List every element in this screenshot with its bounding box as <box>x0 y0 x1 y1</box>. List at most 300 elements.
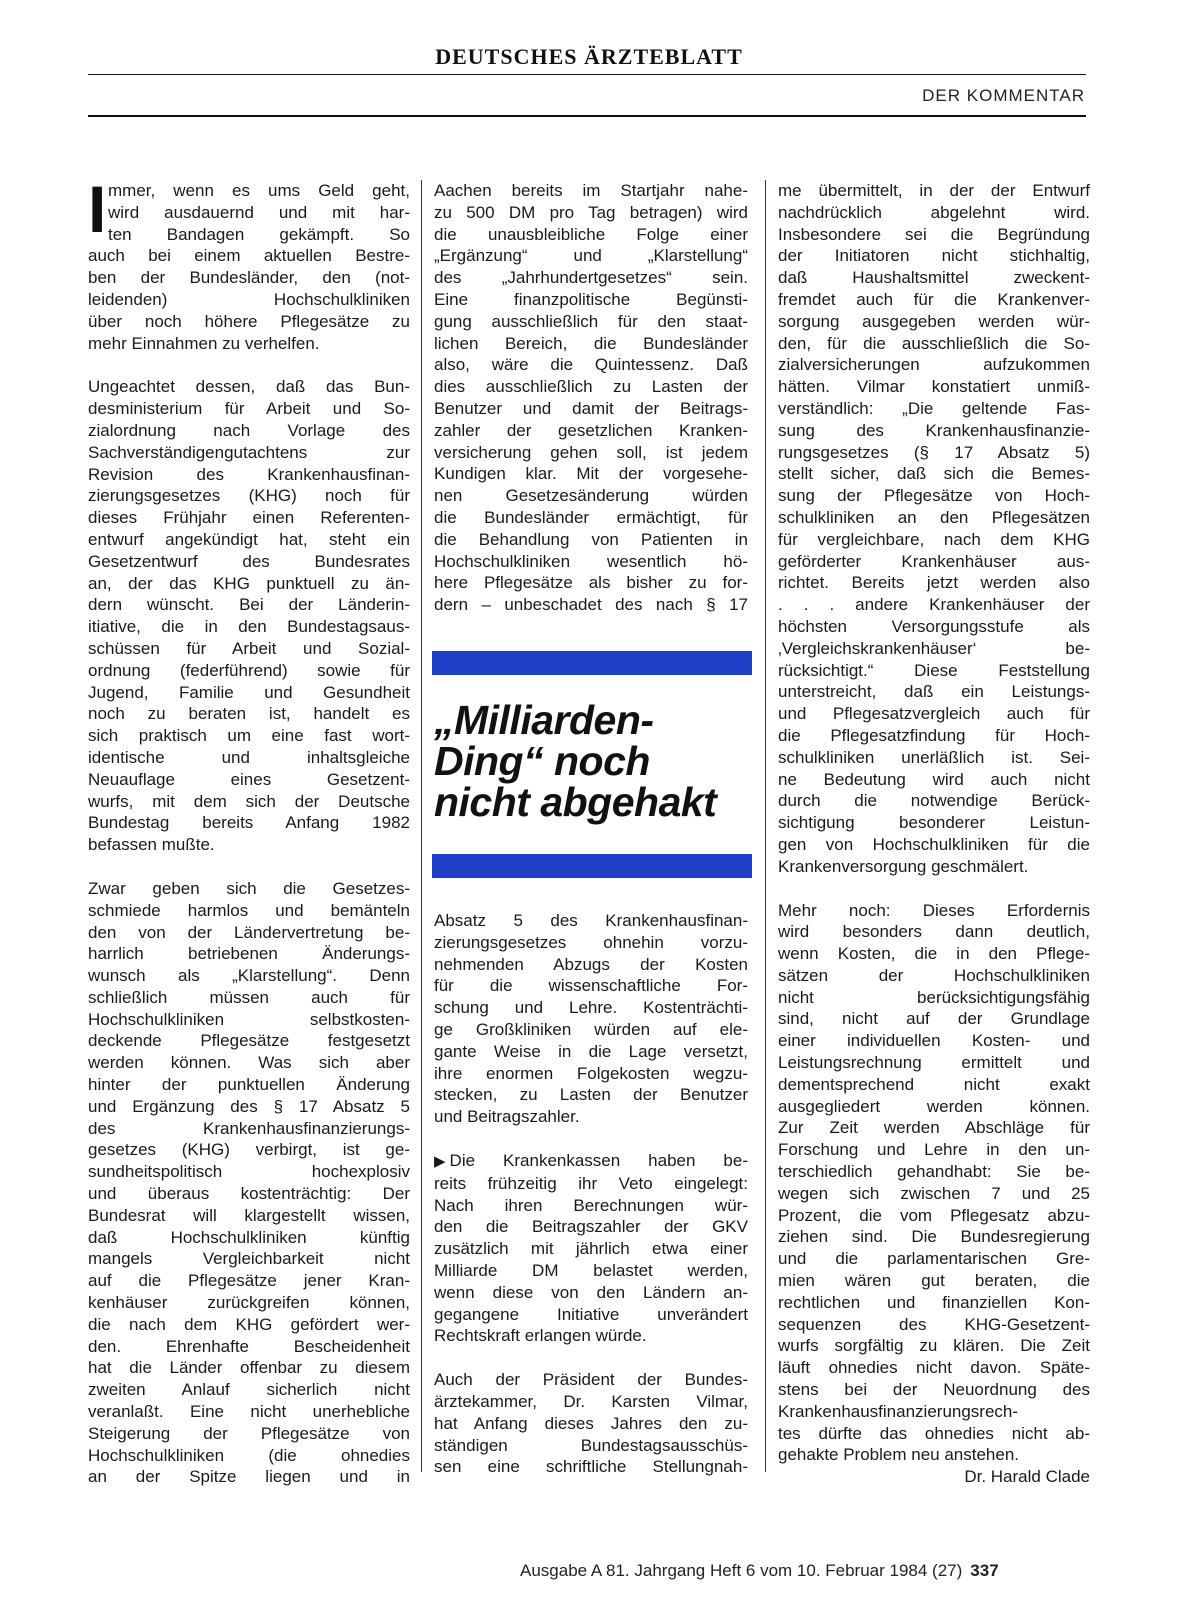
text-line <box>434 1391 748 1413</box>
text-line <box>778 376 1090 398</box>
text-line <box>778 660 1090 682</box>
text-line-content: Neuauflage eines Gesetzent- <box>88 769 410 789</box>
text-line <box>434 551 748 573</box>
text-line-content: werden können. Was sich aber <box>88 1053 410 1073</box>
text-line-content: sung des Krankenhausfinanzie- <box>778 420 1090 440</box>
text-line-content: schmiede harmlos und bemänteln <box>88 900 410 920</box>
text-line-content: ten Bandagen gekämpft. So <box>108 224 410 244</box>
text-line <box>434 1084 748 1106</box>
text-line <box>434 1260 748 1282</box>
text-line-content: veranlaßt. Eine nicht unerhebliche <box>88 1402 410 1422</box>
text-line <box>88 442 410 464</box>
text-line <box>434 1435 748 1457</box>
text-line <box>434 1063 748 1085</box>
text-line-content: verständlich: „Die geltende Fas- <box>778 398 1090 418</box>
text-line-content: sind, nicht auf der Grundlage <box>778 1009 1090 1029</box>
article-column-2-top <box>434 180 748 616</box>
text-line-content: dementsprechend nicht exakt <box>778 1074 1090 1094</box>
text-line <box>88 1379 410 1401</box>
text-line-content: richtet. Bereits jetzt werden also <box>778 573 1090 593</box>
text-line <box>88 682 410 704</box>
text-line-content: hat die Länder offenbar zu diesem <box>88 1358 410 1378</box>
text-line-content: ständigen Bundestagsausschüs- <box>434 1435 748 1455</box>
text-line-content: Forschung und Lehre in den un- <box>778 1140 1090 1160</box>
text-line <box>434 333 748 355</box>
text-line-content: ihre enormen Folgekosten wegzu- <box>434 1063 748 1083</box>
text-line <box>778 1248 1090 1270</box>
text-line <box>88 769 410 791</box>
masthead: DEUTSCHES ÄRZTEBLATT <box>435 44 743 69</box>
text-line-content: für vergleichbare, nach dem KHG <box>778 529 1090 549</box>
text-line <box>778 769 1090 791</box>
text-line <box>778 245 1090 267</box>
text-line <box>434 420 748 442</box>
text-line <box>778 333 1090 355</box>
text-line-content: mangels Vergleichbarkeit nicht <box>88 1249 410 1269</box>
text-line-content: deckende Pflegesätze festgesetzt <box>88 1031 410 1051</box>
text-line <box>88 878 410 900</box>
text-line-content: wunsch als „Klarstellung“. Denn <box>88 966 410 986</box>
text-line <box>778 1161 1090 1183</box>
text-line-content: Prozent, die vom Pflegesatz abzu- <box>778 1205 1090 1225</box>
text-line-content: identische und inhaltsgleiche <box>88 747 410 767</box>
text-line-content: schüssen für Arbeit und Sozial- <box>88 638 410 658</box>
text-line <box>434 398 748 420</box>
text-line <box>88 289 410 311</box>
text-line-content: Krankenhausfinanzierungsrech- <box>778 1401 1019 1421</box>
headline-line: „Milliarden- <box>434 697 654 743</box>
text-line <box>88 965 410 987</box>
text-line-content: stecken, zu Lasten der Benutzer <box>434 1085 748 1105</box>
text-line-content: geförderter Krankenhäuser aus- <box>778 551 1090 571</box>
page-footer <box>520 1561 999 1581</box>
issue-info: Ausgabe A 81. Jahrgang Heft 6 vom 10. Februar 1984 (27) <box>520 1561 963 1580</box>
text-line-content: des Krankenhausfinanzierungs- <box>88 1118 410 1138</box>
text-line-content: nachdrücklich abgelehnt wird. <box>778 202 1090 222</box>
text-line-content: die unausbleibliche Folge einer <box>434 224 748 244</box>
paragraph-break <box>778 878 1090 900</box>
text-line <box>88 1445 410 1467</box>
text-line-content: sung der Pflegesätze von Hoch- <box>778 486 1090 506</box>
text-line <box>88 791 410 813</box>
text-line <box>778 1423 1090 1445</box>
text-line <box>434 442 748 464</box>
text-line <box>778 1292 1090 1314</box>
text-line-content: gen von Hochschulkliniken für die <box>778 834 1090 854</box>
headline-line: Ding“ noch <box>434 738 650 784</box>
text-line <box>88 638 410 660</box>
text-line-content: wenn diese von den Ländern an- <box>434 1282 748 1302</box>
headline-bar-bottom <box>432 854 752 878</box>
text-line-content: wird ausdauernd und mit har- <box>108 202 410 222</box>
text-line <box>778 1270 1090 1292</box>
text-line-content: stens bei der Neuordnung des <box>778 1380 1090 1400</box>
text-line <box>778 856 1090 878</box>
text-line <box>434 529 748 551</box>
text-line <box>778 943 1090 965</box>
text-line <box>434 180 748 202</box>
text-line-content: Sachverständigengutachtens zur <box>88 442 410 462</box>
text-line-content: Hochschulkliniken selbstkosten- <box>88 1009 410 1029</box>
article-headline <box>434 697 750 825</box>
text-line-content: dern wünscht. Bei der Länderin- <box>88 595 410 615</box>
column-divider-left <box>421 180 422 1472</box>
text-line-content: zialordnung nach Vorlage des <box>88 420 410 440</box>
text-line <box>88 420 410 442</box>
text-line <box>88 987 410 1009</box>
text-line <box>778 1401 1090 1423</box>
text-line-content: Eine finanzpolitische Begünsti- <box>434 289 748 309</box>
text-line-content: dies ausschließlich zu Lasten der <box>434 377 748 397</box>
text-line-content: mehr Einnahmen zu verhelfen. <box>88 333 320 353</box>
text-line-content: ne Bedeutung wird auch nicht <box>778 769 1090 789</box>
text-line-content: Auch der Präsident der Bundes- <box>434 1370 748 1390</box>
text-line-content: ge Großkliniken würden auf ele- <box>434 1019 748 1039</box>
text-line-content: gung ausschließlich für den staat- <box>434 311 748 331</box>
text-line-content: ärztekammer, Dr. Karsten Vilmar, <box>434 1391 748 1411</box>
text-line <box>778 463 1090 485</box>
text-line <box>778 1096 1090 1118</box>
text-line-content: und Pflegesatzvergleich auch für <box>778 704 1090 724</box>
text-line-content: Hochschulkliniken wesentlich hö- <box>434 551 748 571</box>
text-line-content: Bundesrat will klargestellt wissen, <box>88 1205 410 1225</box>
text-line <box>108 180 410 202</box>
text-line <box>434 485 748 507</box>
text-line-content: Gesetzentwurf des Bundesrates <box>88 551 410 571</box>
text-line <box>434 1195 748 1217</box>
text-line <box>778 1314 1090 1336</box>
text-line-content: Benutzer und damit der Beitrags- <box>434 398 748 418</box>
text-line-content: mmer, wenn es ums Geld geht, <box>108 181 410 200</box>
text-line-content: rechtlichen und finanziellen Kon- <box>778 1292 1090 1312</box>
text-line-content: harrlich betriebenen Änderungs- <box>88 944 410 964</box>
text-line-content: nicht berücksichtigungsfähig <box>778 987 1090 1007</box>
text-line <box>778 1074 1090 1096</box>
text-line <box>434 463 748 485</box>
text-line-content: mien wären gut beraten, die <box>778 1271 1090 1291</box>
text-line-content: sundheitspolitisch hochexplosiv <box>88 1162 410 1182</box>
text-line <box>434 311 748 333</box>
article-column-2-bottom <box>434 910 748 1478</box>
text-line <box>88 922 410 944</box>
text-line-content: Mehr noch: Dieses Erfordernis <box>778 900 1090 920</box>
bullet-arrow-icon: ▶ <box>434 1152 446 1170</box>
text-line <box>434 954 748 976</box>
text-line <box>778 1226 1090 1248</box>
text-line-content: Zwar geben sich die Gesetzes- <box>88 878 410 898</box>
text-line <box>778 900 1090 922</box>
text-line-content: Krankenversorgung geschmälert. <box>778 856 1029 876</box>
text-line <box>434 289 748 311</box>
text-line <box>434 1325 748 1347</box>
text-line <box>88 1248 410 1270</box>
text-line-content: rungsgesetzes (§ 17 Absatz 5) <box>778 442 1090 462</box>
text-line-content: schließlich müssen auch für <box>88 987 410 1007</box>
paragraph-break <box>434 1128 748 1150</box>
text-line-content: läuft ohnedies nicht davon. Späte- <box>778 1358 1090 1378</box>
text-line <box>88 551 410 573</box>
text-line <box>434 1282 748 1304</box>
text-line <box>434 997 748 1019</box>
text-line-content: auch bei einem aktuellen Bestre- <box>88 246 410 266</box>
text-line-content: den von der Ländervertretung be- <box>88 922 410 942</box>
text-line-content: here Pflegesätze als bisher zu for- <box>434 573 748 593</box>
text-line <box>434 572 748 594</box>
text-line <box>88 943 410 965</box>
text-line-content: wenn Kosten, die in den Pflege- <box>778 944 1090 964</box>
text-line-content: nen Gesetzesänderung würden <box>434 486 748 506</box>
text-line-content: sichtigung besonderer Leistun- <box>778 813 1090 833</box>
text-line-content: daß Haushaltsmittel zweckent- <box>778 268 1090 288</box>
header-rule-top <box>88 74 1086 75</box>
text-line-content: Leistungsrechnung ermittelt und <box>778 1053 1090 1073</box>
text-line <box>778 965 1090 987</box>
text-line-content: Dr. Harald Clade <box>964 1467 1090 1487</box>
text-line-content: Jugend, Familie und Gesundheit <box>88 682 410 702</box>
text-line-content: stellt sicher, daß sich die Bemes- <box>778 464 1090 484</box>
text-line-content: an der Spitze liegen und in <box>88 1467 410 1487</box>
text-line-content: terschiedlich gehandhabt: Sie be- <box>778 1162 1090 1182</box>
text-line <box>778 1379 1090 1401</box>
text-line-content: Milliarde DM belastet werden, <box>434 1260 748 1280</box>
text-line <box>778 485 1090 507</box>
text-line <box>88 398 410 420</box>
text-line <box>778 289 1090 311</box>
text-line <box>88 616 410 638</box>
text-line <box>778 1183 1090 1205</box>
text-line <box>88 245 410 267</box>
paragraph-break <box>88 856 410 878</box>
text-line <box>434 245 748 267</box>
text-line <box>108 224 410 246</box>
text-line-content: Rechtskraft erlangen würde. <box>434 1326 647 1346</box>
text-line-content: ausgegliedert werden können. <box>778 1096 1090 1116</box>
text-line-content: hat Anfang dieses Jahres den zu- <box>434 1413 748 1433</box>
text-line-content: . . . andere Krankenhäuser der <box>778 595 1090 615</box>
paragraph-break <box>434 1347 748 1369</box>
text-line-content: der Initiatoren nicht stichhaltig, <box>778 246 1090 266</box>
text-line <box>778 267 1090 289</box>
text-line-content: Die Krankenkassen haben be- <box>449 1150 748 1170</box>
text-line <box>434 1173 748 1195</box>
text-line <box>88 1357 410 1379</box>
text-line-content: die Bundesländer ermächtigt, für <box>434 507 748 527</box>
text-line-content: schung und Lehre. Kostenträchti- <box>434 998 748 1018</box>
text-line-content: dieses Frühjahr einen Referenten- <box>88 508 410 528</box>
text-line <box>88 1205 410 1227</box>
text-line-content: einer individuellen Kosten- und <box>778 1031 1090 1051</box>
text-line-content: zierungsgesetzes ohnehin vorzu- <box>434 932 748 952</box>
text-line <box>88 529 410 551</box>
text-line-content: wurfs, mit dem sich der Deutsche <box>88 791 410 811</box>
text-line-content: über noch höhere Pflegesätze zu <box>88 311 410 331</box>
text-line-content: leidenden) Hochschulkliniken <box>88 289 410 309</box>
text-line <box>434 910 748 932</box>
text-line-content: schulkliniken an den Pflegesätzen <box>778 507 1090 527</box>
text-line <box>88 1030 410 1052</box>
headline-bar-top <box>432 651 752 675</box>
text-line <box>778 747 1090 769</box>
text-line-content: me übermittelt, in der der Entwurf <box>778 181 1090 200</box>
text-line <box>88 1292 410 1314</box>
text-line-content: zweiten Anlauf sicherlich nicht <box>88 1380 410 1400</box>
text-line-content: ziehen sind. Die Bundesregierung <box>778 1227 1090 1247</box>
text-line <box>88 660 410 682</box>
text-line <box>778 812 1090 834</box>
text-line <box>778 1117 1090 1139</box>
text-line <box>88 507 410 529</box>
text-line <box>778 202 1090 224</box>
text-line <box>88 1466 410 1488</box>
text-line-content: hinter der punktuellen Änderung <box>88 1075 410 1095</box>
text-line <box>88 1074 410 1096</box>
text-line <box>778 703 1090 725</box>
text-line <box>88 1009 410 1031</box>
text-line-content: tes dürfte das ohnedies nicht ab- <box>778 1423 1090 1443</box>
text-line-content: reits frühzeitig ihr Veto eingelegt: <box>434 1173 748 1193</box>
text-line-content: entwurf angekündigt hat, steht ein <box>88 529 410 549</box>
text-line <box>88 1401 410 1423</box>
text-line <box>434 975 748 997</box>
text-line <box>778 224 1090 246</box>
text-line <box>778 354 1090 376</box>
text-line-content: den, für die ausschließlich die So- <box>778 333 1090 353</box>
text-line-content: des „Jahrhundertgesetzes“ sein. <box>434 268 748 288</box>
text-line <box>778 311 1090 333</box>
text-line-content: und Beitragszahler. <box>434 1107 580 1127</box>
text-line-content: lichen Bereich, die Bundesländer <box>434 333 748 353</box>
text-line-content: an, der das KHG punktuell zu än- <box>88 573 410 593</box>
text-line <box>88 464 410 486</box>
text-line-content: zierungsgesetzes (KHG) noch für <box>88 486 410 506</box>
text-line <box>434 1106 748 1128</box>
text-line-content: Kundigen klar. Mit der vorgesehe- <box>434 464 748 484</box>
text-line <box>778 1008 1090 1030</box>
text-line-content: gante Weise in die Lage versetzt, <box>434 1041 748 1061</box>
text-line <box>434 1304 748 1326</box>
text-line-content: den. Ehrenhafte Bescheidenheit <box>88 1336 410 1356</box>
text-line <box>778 638 1090 660</box>
text-line <box>88 747 410 769</box>
text-line-content: fremdet auch für die Krankenver- <box>778 289 1090 309</box>
text-line <box>108 202 410 224</box>
text-line-content: den die Beitragszahler der GKV <box>434 1217 748 1237</box>
text-line <box>434 1019 748 1041</box>
text-line <box>88 1270 410 1292</box>
column-divider-right <box>765 180 766 1472</box>
text-line-content: wurfs sorgfältig zu klären. Die Zeit <box>778 1336 1090 1356</box>
text-line <box>434 224 748 246</box>
text-line <box>778 921 1090 943</box>
text-line <box>778 420 1090 442</box>
headline-line: nicht abgehakt <box>434 779 717 825</box>
text-line <box>434 1369 748 1391</box>
text-line-content: noch zu beraten ist, handelt es <box>88 704 410 724</box>
text-line <box>88 834 410 856</box>
text-line <box>434 376 748 398</box>
page-number: 337 <box>970 1561 999 1580</box>
text-line-content: wegen sich zwischen 7 und 25 <box>778 1183 1090 1203</box>
text-line-content: dern – unbeschadet des nach § 17 <box>434 595 748 615</box>
text-line-content: zusätzlich mit jährlich etwa einer <box>434 1239 748 1259</box>
text-line-content: Revision des Krankenhausfinan- <box>88 464 410 484</box>
text-line <box>778 180 1090 202</box>
text-line <box>434 1150 748 1173</box>
text-line <box>778 1030 1090 1052</box>
text-line <box>88 1336 410 1358</box>
text-line <box>434 267 748 289</box>
text-line-content: unterstreicht, daß ein Leistungs- <box>778 682 1090 702</box>
article-column-3 <box>778 180 1090 1488</box>
text-line-content: wird besonders dann deutlich, <box>778 922 1090 942</box>
text-line-content: versicherung gehen soll, ist jedem <box>434 442 748 462</box>
text-line-content: durch die notwendige Berück- <box>778 791 1090 811</box>
text-line <box>88 1139 410 1161</box>
text-line-content: Steigerung der Pflegesätze von <box>88 1423 410 1443</box>
text-line-content: ordnung (federführend) sowie für <box>88 660 410 680</box>
text-line <box>434 1216 748 1238</box>
text-line-content: zialversicherungen aufzukommen <box>778 355 1090 375</box>
text-line-content: Absatz 5 des Krankenhausfinan- <box>434 911 748 930</box>
text-line-content: gegangene Initiative unverändert <box>434 1304 748 1324</box>
text-line <box>88 333 410 355</box>
text-line <box>778 1444 1090 1466</box>
text-line <box>88 900 410 922</box>
text-line <box>88 311 410 333</box>
text-line-content: die Behandlung von Patienten in <box>434 529 748 549</box>
paragraph-break <box>88 354 410 376</box>
text-line-content: ben der Bundesländer, den (not- <box>88 268 410 288</box>
text-line <box>88 267 410 289</box>
text-line <box>88 594 410 616</box>
text-line <box>434 1413 748 1435</box>
text-line <box>778 834 1090 856</box>
text-line-content: gesetzes (KHG) verbirgt, ist ge- <box>88 1140 410 1160</box>
text-line <box>88 1227 410 1249</box>
text-line <box>778 442 1090 464</box>
text-line-content: „Ergänzung“ und „Klarstellung“ <box>434 246 748 266</box>
text-line-content: Nach ihren Berechnungen wür- <box>434 1195 748 1215</box>
text-line-content: nehmenden Abzugs der Kosten <box>434 954 748 974</box>
text-line-content: sorgung ausgegeben werden wür- <box>778 311 1090 331</box>
text-line <box>778 1357 1090 1379</box>
text-line-content: Ungeachtet dessen, daß das Bun- <box>88 377 410 397</box>
text-line-content: zu 500 DM pro Tag betragen) wird <box>434 202 748 222</box>
text-line <box>434 594 748 616</box>
text-line <box>778 572 1090 594</box>
text-line-content: itiative, die in den Bundestagsaus- <box>88 617 410 637</box>
text-line <box>434 1456 748 1478</box>
text-line-content: sen eine schriftliche Stellungnah- <box>434 1457 748 1477</box>
text-line-content: rücksichtigt.“ Diese Feststellung <box>778 660 1090 680</box>
text-line-content: also, wäre die Quintessenz. Daß <box>434 355 748 375</box>
text-line-content: und überaus kostenträchtig: Der <box>88 1184 410 1204</box>
text-line <box>88 1052 410 1074</box>
text-line-content: die Pflegesatzfindung für Hoch- <box>778 725 1090 745</box>
text-line <box>778 681 1090 703</box>
text-line <box>434 1041 748 1063</box>
text-line-content: hätten. Vilmar konstatiert unmiß- <box>778 377 1090 397</box>
text-line <box>88 1423 410 1445</box>
text-line <box>88 1314 410 1336</box>
text-line-content: und Ergänzung des § 17 Absatz 5 <box>88 1096 410 1116</box>
text-line <box>778 725 1090 747</box>
text-line-content: sich praktisch um eine fast wort- <box>88 726 410 746</box>
text-line <box>778 551 1090 573</box>
text-line-content: sequenzen des KHG-Gesetzent- <box>778 1314 1090 1334</box>
text-line <box>88 376 410 398</box>
text-line-content: desministerium für Arbeit und So- <box>88 399 410 419</box>
